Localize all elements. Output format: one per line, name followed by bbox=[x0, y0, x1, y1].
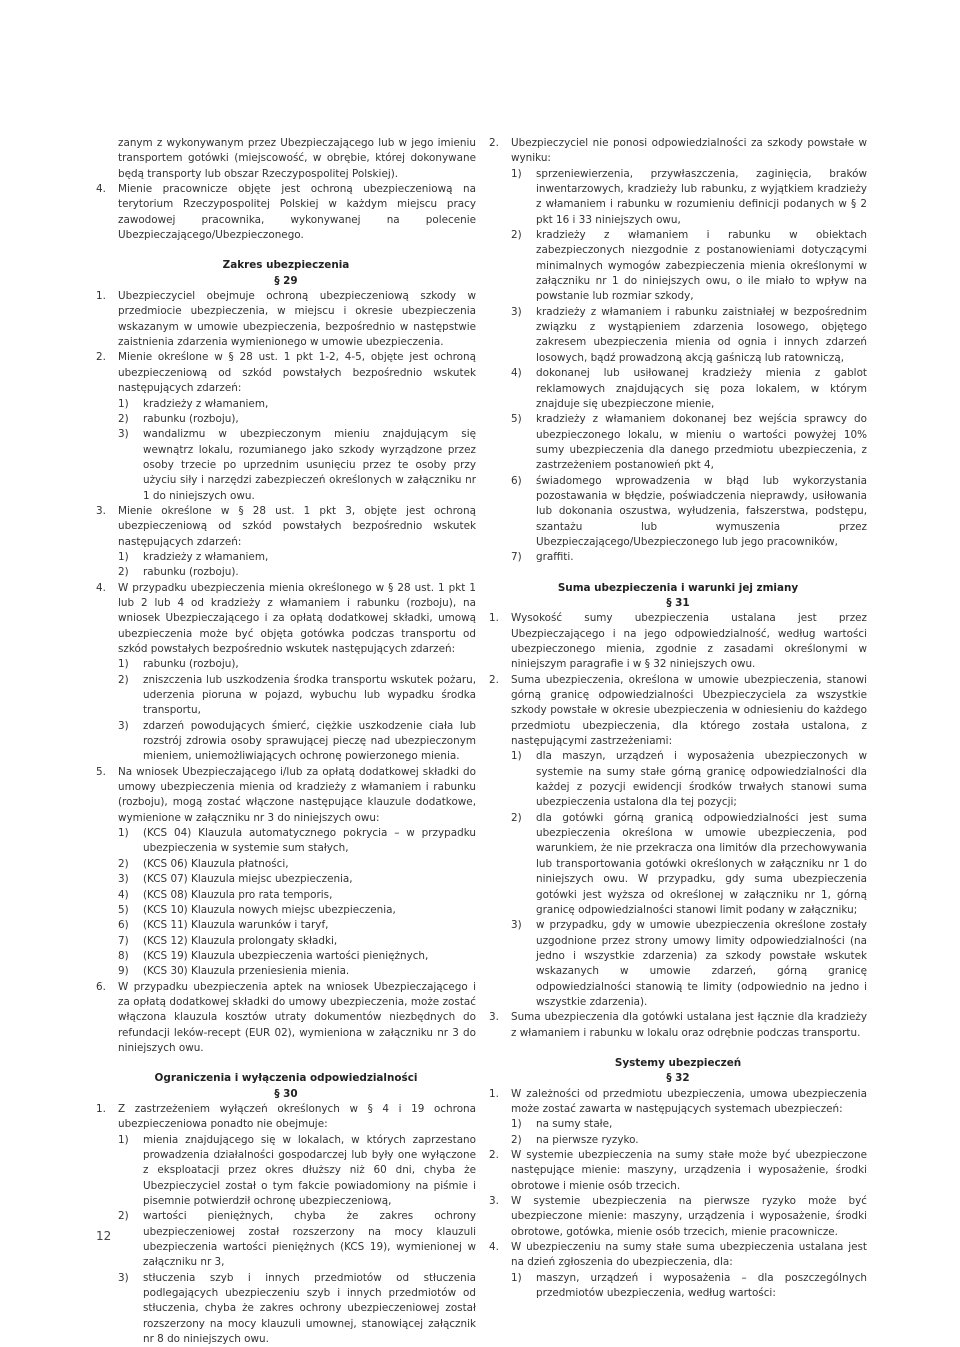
sub-item bbox=[96, 934, 476, 949]
item-text: dla gotówki górną granicą odpowiedzialności jest suma ubezpieczenia określona w umowie ubezpieczenia, pod warunkiem, że nie przekracza ona limitów dla przechowywania lub transportowania gotówki określonych w załączniku nr 1 do niniejszych owu. W przypadku, gdy suma ubezpieczenia gotówki jest wyższa od określonej w załączniku nr 1, górną granicę odpowiedzialności stanowi limit podany w załączniku; bbox=[536, 811, 867, 916]
item-text: na sumy stałe, bbox=[536, 1118, 613, 1131]
item-number: 1) bbox=[118, 658, 129, 671]
sub-item bbox=[96, 826, 476, 857]
section-heading: § 29 bbox=[274, 274, 298, 287]
item-number: 3. bbox=[96, 504, 106, 517]
item-text: W systemie ubezpieczenia na pierwsze ryzyko może być ubezpieczone mienie: maszyny, urządzenia i wyposażenie, środki obrotowe, gotówka, mienie osób trzecich, mienie pracownicze. bbox=[511, 1195, 867, 1238]
item-number: 4. bbox=[96, 183, 106, 196]
sub-item bbox=[489, 811, 867, 918]
sub-item bbox=[489, 918, 867, 1010]
item-number: 1) bbox=[118, 397, 129, 410]
item-text: na pierwsze ryzyko. bbox=[536, 1133, 639, 1146]
numbered-item bbox=[489, 1240, 867, 1271]
item-text: rabunku (rozboju). bbox=[143, 566, 239, 579]
numbered-item bbox=[489, 611, 867, 672]
item-text: stłuczenia szyb i innych przedmiotów od stłuczenia podlegających ubezpieczeniu szyb i innych przedmiotów od stłuczenia, chyba że zakres ochrony ubezpieczeniowej został rozszerzony na mocy klauzuli umownej, stanowiącej załącznik nr 8 do niniejszych owu. bbox=[143, 1271, 476, 1346]
sub-item bbox=[489, 167, 867, 228]
item-number: 3) bbox=[118, 719, 129, 732]
item-number: 9) bbox=[118, 965, 129, 978]
sub-item bbox=[96, 1133, 476, 1210]
section-heading: Suma ubezpieczenia i warunki jej zmiany bbox=[557, 581, 799, 594]
item-number: 2) bbox=[118, 857, 129, 870]
item-number: 2. bbox=[489, 1149, 499, 1161]
sub-item bbox=[489, 749, 867, 810]
item-text: graffiti. bbox=[536, 551, 574, 564]
numbered-item bbox=[489, 136, 867, 167]
item-text: (KCS 06) Klauzula płatności, bbox=[143, 857, 289, 870]
item-number: 2. bbox=[96, 351, 106, 364]
item-text: (KCS 19) Klauzula ubezpieczenia wartości pieniężnych, bbox=[143, 949, 429, 962]
sub-item bbox=[489, 1117, 867, 1132]
item-text: wartości pieniężnych, chyba że zakres ochrony ubezpieczeniowej został rozszerzony na mocy klauzuli ubezpieczenia wartości pieniężnych (KCS 19), wymienionej w załączniku nr 3, bbox=[143, 1210, 476, 1269]
item-text: sprzeniewierzenia, przywłaszczenia, zaginięcia, braków inwentarzowych, kradzieży lub rabunku, z wyjątkiem kradzieży z włamaniem i rabunku w rozumieniu definicji podanych w § 2 pkt 16 i 33 niniejszych owu, bbox=[536, 167, 867, 226]
item-text: zniszczenia lub uszkodzenia środka transportu wskutek pożaru, uderzenia pioruna w pojazd, wybuchu lub wypadku środka transportu, bbox=[143, 673, 476, 717]
item-number: 1. bbox=[96, 290, 106, 303]
item-text: kradzieży z włamaniem dokonanej bez wejścia sprawcy do ubezpieczonego lokalu, w mieniu o wartości powyżej 10% sumy ubezpieczenia dla danego przedmiotu ubezpieczenia, z zastrzeżeniem postanowień pkt 4, bbox=[536, 413, 867, 472]
item-text: (KCS 10) Klauzula nowych miejsc ubezpieczenia, bbox=[143, 903, 396, 916]
item-text: Wysokość sumy ubezpieczenia ustalana jest przez Ubezpieczającego i na jego odpowiedzialność, według wartości ubezpieczonego mienia, zgodnie z zasadami określonymi w niniejszym paragrafie i w § 32 niniejszych owu. bbox=[511, 612, 867, 671]
item-text: (KCS 04) Klauzula automatycznego pokrycia – w przypadku ubezpieczenia w systemie sum stałych, bbox=[143, 827, 476, 855]
item-number: 3) bbox=[511, 305, 522, 318]
item-number: 5) bbox=[511, 413, 522, 426]
item-number: 2. bbox=[489, 673, 499, 686]
sub-item bbox=[489, 474, 867, 551]
section-heading: § 30 bbox=[274, 1087, 298, 1100]
item-number: 5) bbox=[118, 903, 129, 916]
item-number: 5. bbox=[96, 765, 106, 778]
numbered-item bbox=[489, 1010, 867, 1041]
numbered-item bbox=[96, 980, 476, 1057]
item-text: Na wniosek Ubezpieczającego i/lub za opłatą dodatkowej składki do umowy ubezpieczenia mienia od kradzieży z włamaniem i rabunku (rozboju), mogą zostać włączone następujące klauzule dodatkowe, wymienione w załączniku nr 3 do niniejszych owu: bbox=[118, 765, 476, 824]
section-heading: Systemy ubezpieczeń bbox=[614, 1056, 742, 1069]
item-text: Mienie określone w § 28 ust. 1 pkt 1-2, 4-5, objęte jest ochroną ubezpieczeniową od szkód powstałych bezpośrednio wskutek następujących zdarzeń: bbox=[118, 351, 476, 395]
sub-item bbox=[96, 1271, 476, 1347]
item-text: W systemie ubezpieczenia na sumy stałe może być ubezpieczone następujące mienie: maszyny, urządzenia i wyposażenie, środki obrotowe i mienie osób trzecich. bbox=[511, 1149, 867, 1192]
item-number: 1) bbox=[118, 550, 129, 563]
sub-item bbox=[489, 412, 867, 473]
section-gap bbox=[489, 566, 867, 581]
sub-item bbox=[96, 857, 476, 872]
numbered-item bbox=[489, 1087, 867, 1118]
item-number: 7) bbox=[118, 934, 129, 947]
sub-item bbox=[96, 673, 476, 719]
item-text: (KCS 12) Klauzula prolongaty składki, bbox=[143, 934, 338, 947]
sub-item bbox=[96, 550, 476, 565]
item-number: 8) bbox=[118, 949, 129, 962]
sub-item bbox=[96, 1209, 476, 1270]
sub-item bbox=[489, 550, 867, 565]
item-number: 6) bbox=[511, 474, 522, 487]
left-column bbox=[96, 136, 476, 1347]
section-heading: Zakres ubezpieczenia bbox=[222, 259, 350, 272]
item-number: 2) bbox=[118, 1210, 129, 1223]
sub-item bbox=[96, 903, 476, 918]
item-text: dla maszyn, urządzeń i wyposażenia ubezpieczonych w systemie na sumy stałe górną granicę odpowiedzialności dla każdej z pozycji ewidencji środków trwałych stanowi suma ubezpieczenia ustalona dla tej pozycji; bbox=[536, 750, 867, 809]
sub-item bbox=[96, 427, 476, 504]
page-number: 12 bbox=[96, 1229, 112, 1243]
numbered-item bbox=[96, 182, 476, 243]
item-text: rabunku (rozboju), bbox=[143, 658, 239, 671]
item-number: 1. bbox=[489, 612, 499, 625]
sub-item bbox=[96, 719, 476, 765]
item-number: 2) bbox=[118, 412, 129, 425]
item-number: 1. bbox=[96, 1102, 106, 1115]
sub-item bbox=[489, 1271, 867, 1302]
item-number: 3. bbox=[489, 1195, 499, 1208]
item-number: 6) bbox=[118, 919, 129, 932]
item-number: 4. bbox=[96, 581, 106, 594]
numbered-item bbox=[489, 673, 867, 750]
item-text: W ubezpieczeniu na sumy stałe suma ubezpieczenia ustalana jest na dzień zgłoszenia do ubezpieczenia, dla: bbox=[511, 1241, 867, 1269]
item-text: Mienie określone w § 28 ust. 1 pkt 3, objęte jest ochroną ubezpieczeniową od szkód powstałych bezpośrednio wskutek następujących zdarzeń: bbox=[118, 504, 476, 548]
item-text: (KCS 08) Klauzula pro rata temporis, bbox=[143, 888, 333, 901]
sub-item bbox=[96, 949, 476, 964]
item-number: 4. bbox=[489, 1241, 499, 1254]
sub-item bbox=[489, 1133, 867, 1148]
item-text: W przypadku ubezpieczenia aptek na wniosek Ubezpieczającego i za opłatą dodatkowej składki do umowy ubezpieczenia, może zostać włączona klauzula kosztów utraty dokumentów niezbędnych do refundacji leków-recept (EUR 02), wymieniona w załączniku nr 3 do niniejszych owu. bbox=[118, 980, 476, 1054]
item-text: maszyn, urządzeń i wyposażenia – dla poszczególnych przedmiotów ubezpieczenia, według wartości: bbox=[536, 1271, 867, 1300]
item-text: (KCS 30) Klauzula przeniesienia mienia. bbox=[143, 965, 350, 978]
item-text: Ubezpieczyciel obejmuje ochroną ubezpieczeniową szkody w przedmiocie ubezpieczenia, w miejscu i okresie ubezpieczenia wskazanym w umowie ubezpieczenia, bezpośrednio w następstwie zaistnienia zdarzenia wymienionego w umowie ubezpieczenia. bbox=[118, 290, 476, 349]
item-number: 6. bbox=[96, 980, 106, 993]
item-number: 3) bbox=[118, 428, 129, 441]
numbered-item bbox=[96, 581, 476, 658]
item-text: Mienie pracownicze objęte jest ochroną ubezpieczeniową na terytorium Rzeczypospolitej Polskiej w każdym miejscu pracy zawodowej pracownika, wykonywanej na polecenie Ubezpieczającego/Ubezpieczonego. bbox=[118, 183, 476, 242]
sub-item bbox=[96, 397, 476, 412]
item-text: Ubezpieczyciel nie ponosi odpowiedzialności za szkody powstałe w wyniku: bbox=[511, 137, 867, 165]
item-text: Suma ubezpieczenia dla gotówki ustalana jest łącznie dla kradzieży z włamaniem i rabunku w lokalu oraz odrębnie podczas transportu. bbox=[511, 1011, 867, 1039]
item-text: W zależności od przedmiotu ubezpieczenia, umowa ubezpieczenia może zostać zawarta w następujących systemach ubezpieczeń: bbox=[511, 1087, 867, 1115]
numbered-item bbox=[96, 350, 476, 396]
item-number: 2) bbox=[118, 673, 129, 686]
section-heading: § 31 bbox=[666, 596, 690, 609]
numbered-item bbox=[96, 765, 476, 826]
item-number: 1) bbox=[511, 1271, 522, 1284]
item-number: 2. bbox=[489, 137, 499, 149]
item-text: kradzieży z włamaniem i rabunku w obiektach zabezpieczonych niezgodnie z postanowieniami dotyczącymi minimalnych wymogów zabezpieczenia mienia określonymi w załączniku nr 1 do niniejszych owu, o ile miało to wpływ na powstanie lub rozmiar szkody, bbox=[536, 229, 867, 303]
sub-item bbox=[96, 888, 476, 903]
item-number: 3) bbox=[511, 919, 522, 932]
item-number: 2) bbox=[511, 229, 522, 242]
item-number: 4) bbox=[118, 888, 129, 901]
section-heading: § 32 bbox=[666, 1072, 690, 1085]
numbered-item bbox=[96, 289, 476, 350]
item-text: rabunku (rozboju), bbox=[143, 412, 239, 425]
sub-item bbox=[489, 366, 867, 412]
item-text: w przypadku, gdy w umowie ubezpieczenia określone zostały uzgodnione przez strony umowy limity odpowiedzialności (na jedno i wszystkie zdarzenia) za szkody powstałe wskutek wskazanych w umowie zdarzeń, górną granicę odpowiedzialności stanowią te limity (odpowiednio na jedno i wszystkie zdarzenia). bbox=[536, 919, 867, 1008]
numbered-item bbox=[96, 504, 476, 550]
item-text: W przypadku ubezpieczenia mienia określonego w § 28 ust. 1 pkt 1 lub 2 lub 4 od kradzieży z włamaniem i rabunku (rozboju), na wniosek Ubezpieczającego i za opłatą dodatkowej składki, umową ubezpieczenia może być objęta gotówka podczas transportu od szkód powstałych bezpośrednio wskutek następujących zdarzeń: bbox=[118, 581, 476, 655]
item-text: mienia znajdującego się w lokalach, w których zaprzestano prowadzenia działalności gospodarczej lub były one wyłączone z eksploatacji przez okres dłuższy niż 60 dni, chyba że Ubezpieczyciel został o tym fakcie powiadomiony na piśmie i pisemnie potwierdził ochronę ubezpieczeniową, bbox=[143, 1133, 476, 1208]
item-text: kradzieży z włamaniem i rabunku zaistniałej w bezpośrednim związku z wystąpieniem zdarzenia losowego, objętego zakresem ubezpieczenia mienia od ognia i innych zdarzeń losowych, bądź prowadzoną akcją gaśniczą lub ratowniczą, bbox=[536, 305, 867, 364]
sub-item bbox=[96, 412, 476, 427]
sub-item bbox=[489, 228, 867, 305]
sub-item bbox=[96, 657, 476, 672]
section-gap bbox=[96, 1056, 476, 1071]
numbered-item bbox=[489, 1148, 867, 1194]
sub-item bbox=[96, 918, 476, 933]
paragraph: zanym z wykonywanym przez Ubezpieczającego lub w jego imieniu transportem gotówki (miejscowość, w obrębie, której dokonywane będą transporty lub obszar Rzeczypospolitej Polskiej). bbox=[118, 137, 476, 180]
item-number: 1) bbox=[511, 1118, 522, 1131]
item-text: wandalizmu w ubezpieczonym mieniu znajdującym się wewnątrz lokalu, rozumianego jako szkody wyrządzone przez osoby trzecie po uprzednim usunięciu przez te osoby przy użyciu siły i narzędzi zabezpieczeń określonych w załączniku nr 1 do niniejszych owu. bbox=[143, 428, 476, 502]
section-gap bbox=[489, 1041, 867, 1056]
item-number: 1. bbox=[489, 1087, 499, 1100]
right-column bbox=[489, 136, 867, 1301]
item-text: (KCS 07) Klauzula miejsc ubezpieczenia, bbox=[143, 873, 353, 886]
item-number: 2) bbox=[511, 811, 522, 824]
section-heading: Ograniczenia i wyłączenia odpowiedzialności bbox=[154, 1072, 418, 1085]
item-number: 1) bbox=[511, 750, 522, 763]
item-number: 1) bbox=[118, 827, 129, 840]
item-text: (KCS 11) Klauzula warunków i taryf, bbox=[143, 919, 329, 932]
item-number: 3. bbox=[489, 1011, 499, 1024]
sub-item bbox=[96, 565, 476, 580]
item-text: zdarzeń powodujących śmierć, ciężkie uszkodzenie ciała lub rozstrój zdrowia osoby sprawującej pieczę nad ubezpieczonym mieniem, uniemożliwiających ochronę powierzonego mienia. bbox=[143, 719, 476, 763]
sub-item bbox=[489, 305, 867, 366]
item-number: 4) bbox=[511, 367, 522, 380]
item-text: Z zastrzeżeniem wyłączeń określonych w § 4 i 19 ochrona ubezpieczeniowa ponadto nie obejmuje: bbox=[118, 1102, 476, 1131]
numbered-item bbox=[489, 1194, 867, 1240]
item-text: Suma ubezpieczenia, określona w umowie ubezpieczenia, stanowi górną granicę odpowiedzialności Ubezpieczyciela za wszystkie szkody powstałe w okresie ubezpieczenia w odniesieniu do każdego przedmiotu ubezpieczenia, dla którego została ustalona, z następującymi zastrzeżeniami: bbox=[511, 673, 867, 748]
section-gap bbox=[96, 243, 476, 258]
item-text: kradzieży z włamaniem, bbox=[143, 397, 269, 410]
item-text: świadomego wprowadzenia w błąd lub wykorzystania pozostawania w błędzie, poświadczenia nieprawdy, usiłowania lub dokonania oszustwa, wyłudzenia, fałszerstwa, podstępu, szantażu lub wymuszenia przez Ubezpieczającego/Ubezpieczonego lub jego pracowników, bbox=[536, 474, 867, 548]
item-number: 7) bbox=[511, 551, 522, 564]
sub-item bbox=[96, 964, 476, 979]
item-number: 3) bbox=[118, 1271, 129, 1284]
item-text: kradzieży z włamaniem, bbox=[143, 550, 269, 563]
item-number: 2) bbox=[118, 566, 129, 579]
numbered-item bbox=[96, 1102, 476, 1133]
item-number: 3) bbox=[118, 873, 129, 886]
item-number: 2) bbox=[511, 1133, 522, 1146]
item-number: 1) bbox=[511, 167, 522, 180]
item-number: 1) bbox=[118, 1133, 129, 1146]
sub-item bbox=[96, 872, 476, 887]
item-text: dokonanej lub usiłowanej kradzieży mienia z gablot reklamowych znajdujących się poza lokalem, w którym znajduje się ubezpieczone mienie, bbox=[536, 367, 867, 410]
